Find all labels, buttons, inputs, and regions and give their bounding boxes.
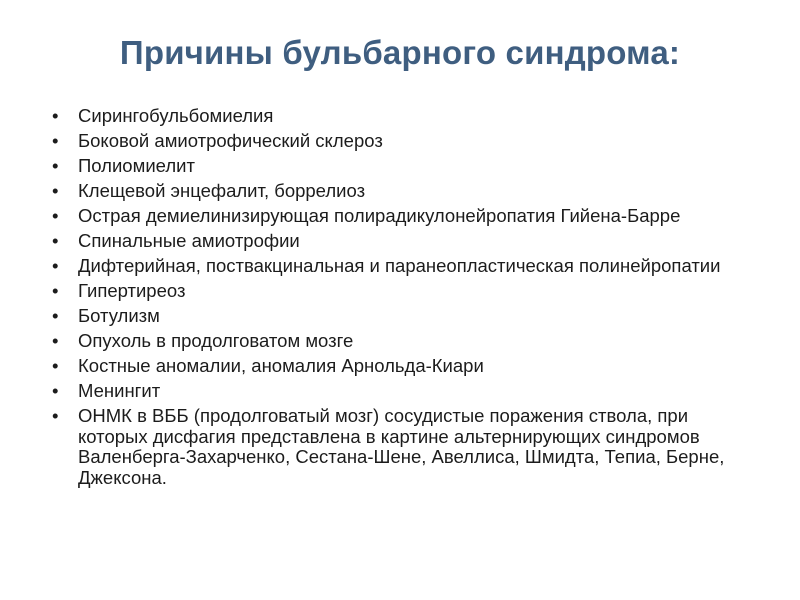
list-item	[52, 281, 752, 302]
list-item	[52, 331, 752, 352]
list-item	[52, 181, 752, 202]
list-item-text: Менингит	[78, 380, 161, 401]
list-item-text: Клещевой энцефалит, боррелиоз	[78, 180, 366, 201]
bullet-icon: •	[52, 230, 59, 251]
bullet-icon: •	[52, 155, 59, 176]
bullet-icon: •	[52, 280, 59, 301]
list-item	[52, 231, 752, 252]
list-item	[52, 156, 752, 177]
list-item	[52, 206, 752, 227]
list-item	[52, 406, 752, 488]
bullet-icon: •	[52, 380, 59, 401]
list-item-text: Ботулизм	[78, 305, 160, 326]
bullet-icon: •	[52, 355, 59, 376]
list-item-text: Костные аномалии, аномалия Арнольда-Киари	[78, 355, 484, 376]
bullet-icon: •	[52, 255, 59, 276]
bullet-icon: •	[52, 205, 59, 226]
bullet-icon: •	[52, 305, 59, 326]
list-item-text: Спинальные амиотрофии	[78, 230, 300, 251]
list-item-text: Полиомиелит	[78, 155, 195, 176]
slide-title: Причины бульбарного синдрома:	[119, 34, 681, 71]
list-item	[52, 256, 752, 277]
bullet-icon: •	[52, 405, 59, 426]
list-item	[52, 131, 752, 152]
list-item	[52, 106, 752, 127]
bullet-icon: •	[52, 330, 59, 351]
list-item	[52, 306, 752, 327]
list-item-text: Сирингобульбомиелия	[78, 105, 274, 126]
list-item-text: Острая демиелинизирующая полирадикулонейропатия Гийена-Барре	[78, 205, 681, 226]
bullet-icon: •	[52, 130, 59, 151]
bullet-icon: •	[52, 105, 59, 126]
list-item-text: ОНМК в ВББ (продолговатый мозг) сосудистые поражения ствола, при которых дисфагия представлена в картине альтернирующих синдромов Валенберга-Захарченко, Сестана-Шене, Авеллиса, Шмидта, Тепиа, Берне, Джексона.	[78, 405, 725, 488]
list-item-text: Дифтерийная, поствакцинальная и паранеопластическая полинейропатии	[78, 255, 721, 276]
list-item-text: Опухоль в продолговатом мозге	[78, 330, 354, 351]
causes-list	[52, 106, 752, 493]
list-item	[52, 381, 752, 402]
list-item-text: Боковой амиотрофический склероз	[78, 130, 383, 151]
bullet-icon: •	[52, 180, 59, 201]
list-item	[52, 356, 752, 377]
list-item-text: Гипертиреоз	[78, 280, 186, 301]
